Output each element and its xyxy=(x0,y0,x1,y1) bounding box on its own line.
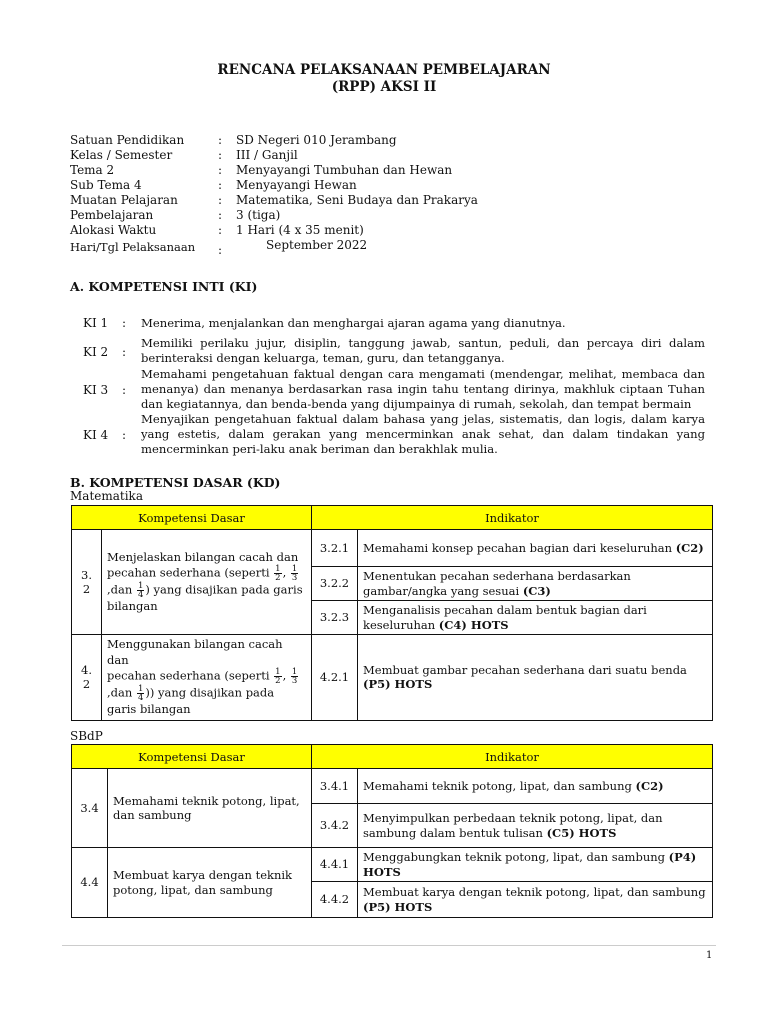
identity-value: Menyayangi Hewan xyxy=(236,178,357,192)
doc-title-line1: RENCANA PELAKSANAAN PEMBELAJARAN xyxy=(217,62,551,78)
indicator-text: Menganalisis pecahan dalam bentuk bagian dari keseluruhan (C4) HOTS xyxy=(358,601,713,635)
section-b-heading: B. KOMPETENSI DASAR (KD) xyxy=(70,475,281,490)
kd-description: Membuat karya dengan teknik potong, lipat, dan sambung xyxy=(108,848,312,918)
indicator-text: Menentukan pecahan sederhana berdasarkan gambar/angka yang sesuai (C3) xyxy=(358,567,713,601)
identity-value: SD Negeri 010 Jerambang xyxy=(236,133,397,147)
sbdp-table xyxy=(71,744,713,918)
identity-row xyxy=(70,148,690,163)
kd-text: Menggunakan bilangan cacah dan xyxy=(107,637,283,667)
identity-row xyxy=(70,208,690,223)
ki-label: KI 1 xyxy=(83,316,109,330)
fraction-quarter: $\frac{1}{4}$ xyxy=(137,581,144,600)
identity-key: Pembelajaran xyxy=(70,208,154,222)
matematika-label: Matematika xyxy=(70,489,143,503)
identity-sep: : xyxy=(218,133,223,147)
identity-sep: : xyxy=(218,148,223,162)
fraction-half: $\frac{1}{2}$ xyxy=(275,564,281,583)
identity-value: Menyayangi Tumbuhan dan Hewan xyxy=(236,163,453,177)
indicator-code: 4.2.1 xyxy=(312,635,358,721)
kd-text: pecahan sederhana (seperti xyxy=(107,668,270,683)
ki-sep: : xyxy=(122,316,127,330)
identity-sep: : xyxy=(218,223,223,237)
identity-row xyxy=(70,240,690,255)
table-header-row xyxy=(72,745,713,769)
matematika-table xyxy=(71,505,713,721)
identity-row xyxy=(70,133,690,148)
header-indikator: Indikator xyxy=(312,745,713,769)
ki-text: Memiliki perilaku jujur, disiplin, tanggung jawab, santun, peduli, dan percaya diri dalam berinteraksi dengan keluarga, teman, guru, dan tetangganya. xyxy=(141,336,705,365)
kd-text: ,dan xyxy=(107,582,133,597)
indicator-text: Memahami teknik potong, lipat, dan sambung (C2) xyxy=(358,769,713,804)
indicator-text: Menggabungkan teknik potong, lipat, dan sambung (P4) HOTS xyxy=(358,848,713,882)
ki-label: KI 3 xyxy=(83,383,109,397)
ki-sep: : xyxy=(122,428,127,442)
ki-text: Memahami pengetahuan faktual dengan cara mengamati (mendengar, melihat, membaca dan menanya) dan menanya berdasarkan rasa ingin tahu tentang dirinya, makhluk ciptaan Tuhan dan kegiatannya, dan benda-benda yang dijumpainya di rumah, sekolah, dan tempat bermain xyxy=(141,367,705,411)
identity-sep: : xyxy=(218,208,223,222)
identity-row xyxy=(70,163,690,178)
indicator-code: 4.4.2 xyxy=(312,882,358,918)
fraction-third: $\frac{1}{3}$ xyxy=(291,564,298,583)
kd-number: 3.4 xyxy=(72,769,108,848)
identity-row xyxy=(70,193,690,208)
table-header-row xyxy=(72,506,713,530)
ki-label: KI 2 xyxy=(83,345,109,359)
identity-key: Muatan Pelajaran xyxy=(70,193,178,207)
kd-number: 4. 2 xyxy=(72,635,102,721)
identity-key: Hari/Tgl Pelaksanaan xyxy=(70,240,196,254)
header-indikator: Indikator xyxy=(312,506,713,530)
kd-number: 3. 2 xyxy=(72,530,102,635)
indicator-text: Membuat karya dengan teknik potong, lipat, dan sambung (P5) HOTS xyxy=(358,882,713,918)
identity-sep: : xyxy=(218,163,223,177)
identity-row xyxy=(70,223,690,238)
footer-divider xyxy=(62,945,716,946)
fraction-half: $\frac{1}{2}$ xyxy=(275,667,281,686)
indicator-text: Memahami konsep pecahan bagian dari keseluruhan (C2) xyxy=(358,530,713,567)
indicator-text: Menyimpulkan perbedaan teknik potong, lipat, dan sambung dalam bentuk tulisan (C5) HOTS xyxy=(358,804,713,848)
identity-value: September 2022 xyxy=(266,238,368,252)
identity-key: Tema 2 xyxy=(70,163,115,177)
kd-text: pecahan sederhana (seperti xyxy=(107,565,270,580)
indicator-code: 3.4.2 xyxy=(312,804,358,848)
fraction-third: $\frac{1}{3}$ xyxy=(291,667,298,686)
header-kompetensi-dasar: Kompetensi Dasar xyxy=(72,745,312,769)
table-row xyxy=(72,769,713,804)
doc-title-line2: (RPP) AKSI II xyxy=(331,79,437,95)
identity-sep: : xyxy=(218,178,223,192)
identity-value: III / Ganjil xyxy=(236,148,298,162)
indicator-code: 3.2.1 xyxy=(312,530,358,567)
indicator-code: 3.2.2 xyxy=(312,567,358,601)
ki-text: Menyajikan pengetahuan faktual dalam bahasa yang jelas, sistematis, dan logis, dalam karya yang estetis, dalam gerakan yang mencerminkan anak sehat, dan dalam tindakan yang mencerminkan peri-laku anak beriman dan berakhlak mulia. xyxy=(141,412,705,456)
kd-description: Menggunakan bilangan cacah dan pecahan sederhana (seperti $\frac{1}{2}$ , $\frac{1}{3}$ ,dan $\frac{1}{4}$ )) yang disajikan pada garis bilangan xyxy=(102,635,312,721)
kd-number: 4.4 xyxy=(72,848,108,918)
table-row xyxy=(72,530,713,567)
kd-text: ) yang disajikan pada garis bilangan xyxy=(107,582,303,613)
kd-text: )) yang disajikan pada garis bilangan xyxy=(107,685,275,716)
ki-label: KI 4 xyxy=(83,428,109,442)
kd-text: ,dan xyxy=(107,685,133,700)
table-row xyxy=(72,635,713,721)
header-kompetensi-dasar: Kompetensi Dasar xyxy=(72,506,312,530)
identity-value: 3 (tiga) xyxy=(236,208,281,222)
indicator-code: 3.2.3 xyxy=(312,601,358,635)
sbdp-label: SBdP xyxy=(70,729,103,743)
identity-key: Satuan Pendidikan xyxy=(70,133,185,147)
table-row xyxy=(72,848,713,882)
identity-sep: : xyxy=(218,193,223,207)
ki-sep: : xyxy=(122,345,127,359)
kd-description: Memahami teknik potong, lipat, dan sambung xyxy=(108,769,312,848)
indicator-code: 4.4.1 xyxy=(312,848,358,882)
indicator-code: 3.4.1 xyxy=(312,769,358,804)
ki-text: Menerima, menjalankan dan menghargai ajaran agama yang dianutnya. xyxy=(141,316,566,330)
identity-row xyxy=(70,178,690,193)
fraction-quarter: $\frac{1}{4}$ xyxy=(137,684,144,703)
kd-text: Menjelaskan bilangan cacah dan xyxy=(107,549,299,564)
identity-key: Kelas / Semester xyxy=(70,148,173,162)
identity-key: Sub Tema 4 xyxy=(70,178,142,192)
kd-description: Menjelaskan bilangan cacah dan pecahan sederhana (seperti $\frac{1}{2}$ , $\frac{1}{3}$ ,dan $\frac{1}{4}$ ) yang disajikan pada garis bilangan xyxy=(102,530,312,635)
indicator-text: Membuat gambar pecahan sederhana dari suatu benda (P5) HOTS xyxy=(358,635,713,721)
section-a-heading: A. KOMPETENSI INTI (KI) xyxy=(70,279,258,294)
identity-value: 1 Hari (4 x 35 menit) xyxy=(236,223,364,237)
page-number: 1 xyxy=(706,950,713,961)
identity-key: Alokasi Waktu xyxy=(70,223,157,237)
ki-sep: : xyxy=(122,383,127,397)
identity-sep: : xyxy=(218,243,223,257)
identity-value: Matematika, Seni Budaya dan Prakarya xyxy=(236,193,478,207)
